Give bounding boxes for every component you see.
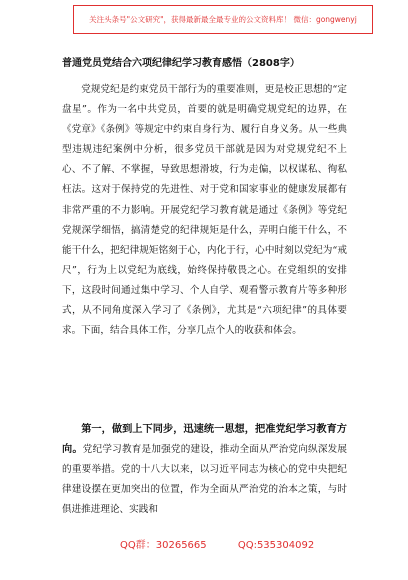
banner-text: 关注头条号"公文研究"，获得最新最全最专业的公文资料库！ 微信：gongwenyj — [89, 15, 357, 24]
document-title: 普通党员党结合六项纪律纪学习教育感悟（2808字） — [62, 58, 300, 69]
footer-qq: QQ:535304092 — [237, 540, 315, 551]
intro-paragraph: 党规党纪是约束党员干部行为的重要准则，更是校正思想的“定盘星”。作为一名中共党员，首要的就是明确党规党纪的边界，在《党章》《条例》等规定中约束自身行为、履行自身义务。从一些典型违规违纪案例中分析，很多党员干部就是因为对党规党纪不上心、不了解、不掌握，导致思想滑坡，行为走偏，以权谋私、徇私枉法。这对于保持党的先进性、对于党和国家事业的健康发展都有非常严重的不力影响。开展党纪学习教育就是通过《条例》等党纪党规深学细悟，搞清楚党的纪律规矩是什么，弄明白能干什么，不能干什么，把纪律规矩铭刻于心，内化于行，心中时刻以党纪为“戒尺”，行为上以党纪为底线，始终保持敬畏之心。在党组织的安排下，这段时间通过集中学习、个人自学、观看警示教育片等多种形式，从不同角度深入学习了《条例》，尤其是“六项纪律”的具体要求。下面，结合具体工作，分享几点个人的收获和体会。 — [62, 84, 347, 337]
section-1-heading: 第一，做到上下同步，迅速统一思想，把准党纪学习教育方向。 — [62, 424, 347, 456]
watermark-banner — [73, 5, 373, 34]
section-1 — [62, 420, 347, 520]
footer-qq-group: QQ群：30265665 — [120, 540, 207, 551]
footer-contact — [120, 536, 320, 551]
section-1-text: 党纪学习教育是加强党的建设，推动全面从严治党向纵深发展的重要举措。党的十八大以来，以习近平同志为核心的党中央把纪律建设摆在更加突出的位置，作为全面从严治党的治本之策，与时俱进推进理论、实践和 — [62, 444, 348, 516]
